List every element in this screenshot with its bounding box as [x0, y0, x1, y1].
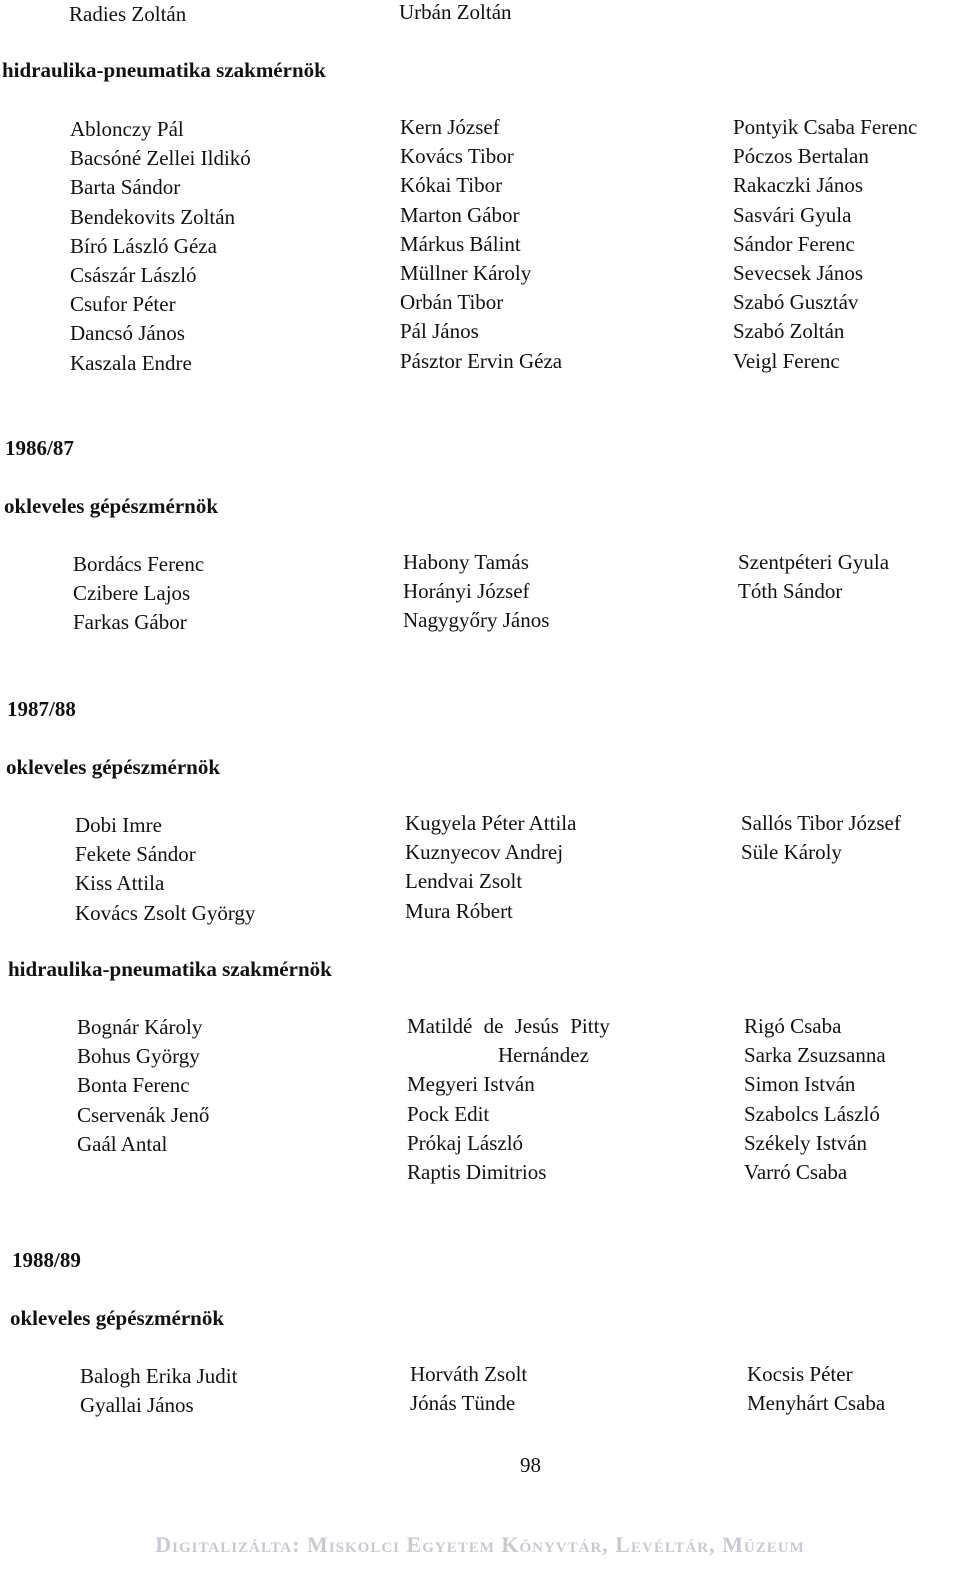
- name-item: Rakaczki János: [733, 173, 864, 198]
- name-column: [403, 548, 549, 636]
- name-item: Gyallai János: [80, 1393, 194, 1418]
- name-item: Bognár Károly: [77, 1015, 203, 1039]
- name-item: Orbán Tibor: [400, 290, 504, 315]
- name-item: Bacsóné Zellei Ildikó: [70, 146, 251, 171]
- name-item: Szabó Zoltán: [733, 319, 845, 344]
- name-column: [73, 550, 204, 638]
- name-item: Sallós Tibor József: [741, 811, 901, 835]
- name-item: Balogh Erika Judit: [80, 1364, 238, 1388]
- name-column: [733, 113, 917, 376]
- name-column: [410, 1360, 527, 1418]
- name-item: Kovács Tibor: [400, 144, 514, 169]
- name-item: Tóth Sándor: [738, 579, 843, 604]
- name-item: Simon István: [744, 1072, 856, 1097]
- section-heading: okleveles gépészmérnök: [6, 755, 221, 779]
- name-item: Rigó Csaba: [744, 1014, 842, 1038]
- section-heading: hidraulika-pneumatika szakmérnök: [2, 58, 326, 82]
- page-number: 98: [520, 1453, 541, 1477]
- name-column: [744, 1012, 886, 1187]
- name-item: Habony Tamás: [403, 550, 529, 574]
- name-item: Pásztor Ervin Géza: [400, 348, 563, 373]
- name-item: Radies Zoltán: [69, 2, 187, 26]
- name-column: [80, 1362, 237, 1420]
- name-item: Kaszala Endre: [70, 350, 192, 375]
- name-item: Csufor Péter: [70, 292, 176, 317]
- name-item: Ablonczy Pál: [70, 117, 184, 141]
- name-item: Kovács Zsolt György: [75, 900, 256, 925]
- section-heading: hidraulika-pneumatika szakmérnök: [8, 957, 332, 981]
- name-item: Horváth Zsolt: [410, 1362, 528, 1386]
- name-item: Barta Sándor: [70, 175, 181, 200]
- name-item: Kern József: [400, 115, 500, 139]
- name-item: Süle Károly: [741, 840, 842, 865]
- name-column: [75, 811, 255, 928]
- name-item: Kiss Attila: [75, 871, 165, 896]
- name-item: Farkas Gábor: [73, 610, 187, 635]
- name-column: [70, 115, 251, 378]
- name-item: Mura Róbert: [405, 898, 513, 923]
- name-column: [741, 809, 901, 867]
- name-item: Varró Csaba: [744, 1160, 848, 1185]
- name-item: Márkus Bálint: [400, 231, 521, 256]
- name-item: Dobi Imre: [75, 813, 162, 837]
- name-item: Sándor Ferenc: [733, 231, 855, 256]
- name-item: Bordács Ferenc: [73, 552, 205, 576]
- name-column: [77, 1013, 209, 1159]
- name-item: Sevecsek János: [733, 261, 864, 286]
- name-item: Lendvai Zsolt: [405, 869, 523, 894]
- name-item: Székely István: [744, 1130, 868, 1155]
- name-item: Urbán Zoltán: [399, 0, 512, 24]
- name-column: [747, 1360, 885, 1418]
- name-item: Czibere Lajos: [73, 581, 191, 606]
- name-item: Veigl Ferenc: [733, 348, 840, 373]
- name-item: Sasvári Gyula: [733, 202, 852, 227]
- name-item-continuation: Hernández: [498, 1043, 589, 1068]
- name-item: Kuznyecov Andrej: [405, 840, 564, 865]
- name-item: Kugyela Péter Attila: [405, 811, 577, 835]
- name-item: Raptis Dimitrios: [407, 1160, 547, 1185]
- name-item: Szentpéteri Gyula: [738, 550, 890, 574]
- name-item: Dancsó János: [70, 321, 185, 346]
- name-column: [407, 1012, 610, 1187]
- name-item: Megyeri István: [407, 1072, 535, 1097]
- name-item: Szabolcs László: [744, 1101, 880, 1126]
- name-item: Póczos Bertalan: [733, 144, 869, 169]
- name-column: [738, 548, 889, 606]
- name-item: Nagygyőry János: [403, 608, 550, 633]
- name-item: Bonta Ferenc: [77, 1073, 190, 1098]
- name-item: Gaál Antal: [77, 1131, 168, 1156]
- name-item: Pál János: [400, 319, 479, 344]
- name-item: Kocsis Péter: [747, 1362, 853, 1386]
- name-item: Kókai Tibor: [400, 173, 503, 198]
- name-item: Menyhárt Csaba: [747, 1391, 886, 1416]
- name-item: Sarka Zsuzsanna: [744, 1043, 886, 1068]
- name-column: [400, 113, 562, 376]
- name-item: Marton Gábor: [400, 202, 520, 227]
- name-item: Horányi József: [403, 579, 530, 604]
- name-item: Pontyik Csaba Ferenc: [733, 115, 918, 139]
- name-item: Fekete Sándor: [75, 842, 196, 867]
- year-heading: 1987/88: [7, 697, 76, 721]
- name-item: Császár László: [70, 263, 197, 288]
- name-item: Pock Edit: [407, 1101, 490, 1126]
- year-heading: 1986/87: [5, 436, 74, 460]
- name-column: [405, 809, 576, 926]
- year-heading: 1988/89: [12, 1248, 81, 1272]
- name-item: Bendekovits Zoltán: [70, 204, 236, 229]
- name-item: Cservenák Jenő: [77, 1102, 210, 1127]
- name-item: Jónás Tünde: [410, 1391, 516, 1416]
- name-item: Bíró László Géza: [70, 233, 217, 258]
- name-item: Prókaj László: [407, 1130, 524, 1155]
- digitization-watermark: Digitalizálta: Miskolci Egyetem Könyvtár, Levéltár, Múzeum: [155, 1532, 805, 1557]
- section-heading: okleveles gépészmérnök: [10, 1306, 225, 1330]
- section-heading: okleveles gépészmérnök: [4, 494, 219, 518]
- name-item: Szabó Gusztáv: [733, 290, 859, 315]
- name-item: Müllner Károly: [400, 261, 532, 286]
- name-item: Matildé de Jesús Pitty: [407, 1014, 610, 1038]
- name-item: Bohus György: [77, 1044, 200, 1069]
